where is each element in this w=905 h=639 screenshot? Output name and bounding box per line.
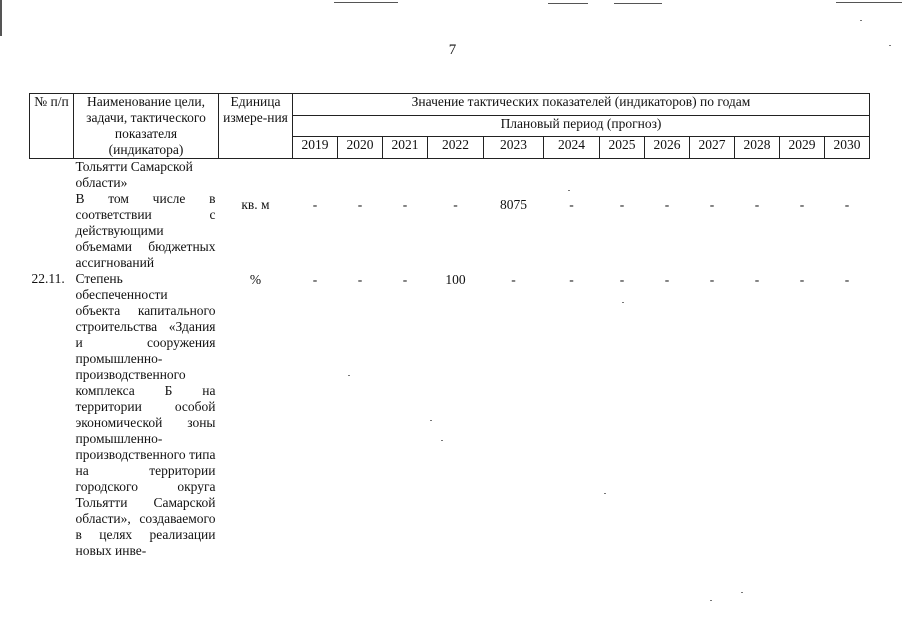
value-cell [383,159,428,192]
header-year: 2019 [293,137,338,159]
header-year: 2025 [600,137,645,159]
value-cell: - [664,272,670,287]
unit-cell [219,159,293,192]
scan-top-line [548,3,588,4]
header-year: 2027 [690,137,735,159]
header-year: 2021 [383,137,428,159]
value-cell: - [619,272,625,287]
value-cell: - [799,197,805,212]
indicator-name: В том числе в соответствии с действующими объемами бюджетных ассигнований [75,191,216,270]
header-year: 2022 [428,137,484,159]
value-cell: - [709,272,715,287]
value-cell [690,159,735,192]
table-row [30,191,870,271]
header-year: 2026 [645,137,690,159]
value-cell: - [453,197,458,212]
row-number [30,191,74,271]
scan-speck [741,592,743,593]
value-cell: - [619,197,625,212]
header-name: Наименование цели, задачи, тактического показателя (индикатора) [74,94,219,159]
row-number [30,159,74,192]
value-cell: 8075 [500,197,527,212]
header-year: 2023 [484,137,544,159]
scan-speck [710,600,712,601]
unit-cell: % [249,272,262,287]
header-num: № п/п [30,94,74,159]
header-year: 2030 [825,137,870,159]
value-cell: - [402,272,408,287]
value-cell: - [569,197,574,212]
scan-top-line [614,3,662,4]
header-year: 2029 [780,137,825,159]
unit-cell: кв. м [241,197,270,212]
value-cell [544,159,600,192]
value-cell [825,159,870,192]
value-cell: - [511,272,516,287]
value-cell: - [799,272,805,287]
header-year: 2028 [735,137,780,159]
table-header [30,94,870,159]
value-cell: - [312,197,318,212]
value-cell: - [844,272,850,287]
value-cell [428,159,484,192]
header-values: Значение тактических показателей (индикаторов) по годам [293,94,870,116]
value-cell: 100 [445,272,466,287]
value-cell [600,159,645,192]
value-cell: - [569,272,574,287]
indicators-table [29,93,870,559]
value-cell: - [844,197,850,212]
value-cell [735,159,780,192]
value-cell: - [312,272,318,287]
value-cell [293,159,338,192]
indicator-name: Тольятти Самарской области» [75,159,193,190]
value-cell: - [402,197,408,212]
value-cell [338,159,383,192]
value-cell: - [357,272,363,287]
value-cell [645,159,690,192]
value-cell [484,159,544,192]
table-body [30,159,870,560]
header-planned-period: Плановый период (прогноз) [293,115,870,137]
row-number: 22.11. [31,271,65,286]
value-cell: - [357,197,363,212]
header-year: 2024 [544,137,600,159]
table-row [30,271,870,559]
table-row [30,159,870,192]
scan-speck [860,20,862,21]
value-cell [780,159,825,192]
header-unit: Единица измере-ния [219,94,293,159]
scan-top-line [836,2,902,3]
value-cell: - [754,197,760,212]
header-year: 2020 [338,137,383,159]
page-number: 7 [448,42,457,58]
scan-top-line [334,2,398,3]
scan-edge-mark [0,0,2,36]
indicator-name: Степень обеспеченности объекта капитального строительства «Здания и сооружения промышленно-производственного комплекса Б на территории особой экономической зоны промышленно-производственного типа на территории городского округа Тольятти Самарской области», создаваемого в целях реализации новых инве- [75,271,216,558]
value-cell: - [754,272,760,287]
value-cell: - [664,197,670,212]
value-cell: - [709,197,715,212]
